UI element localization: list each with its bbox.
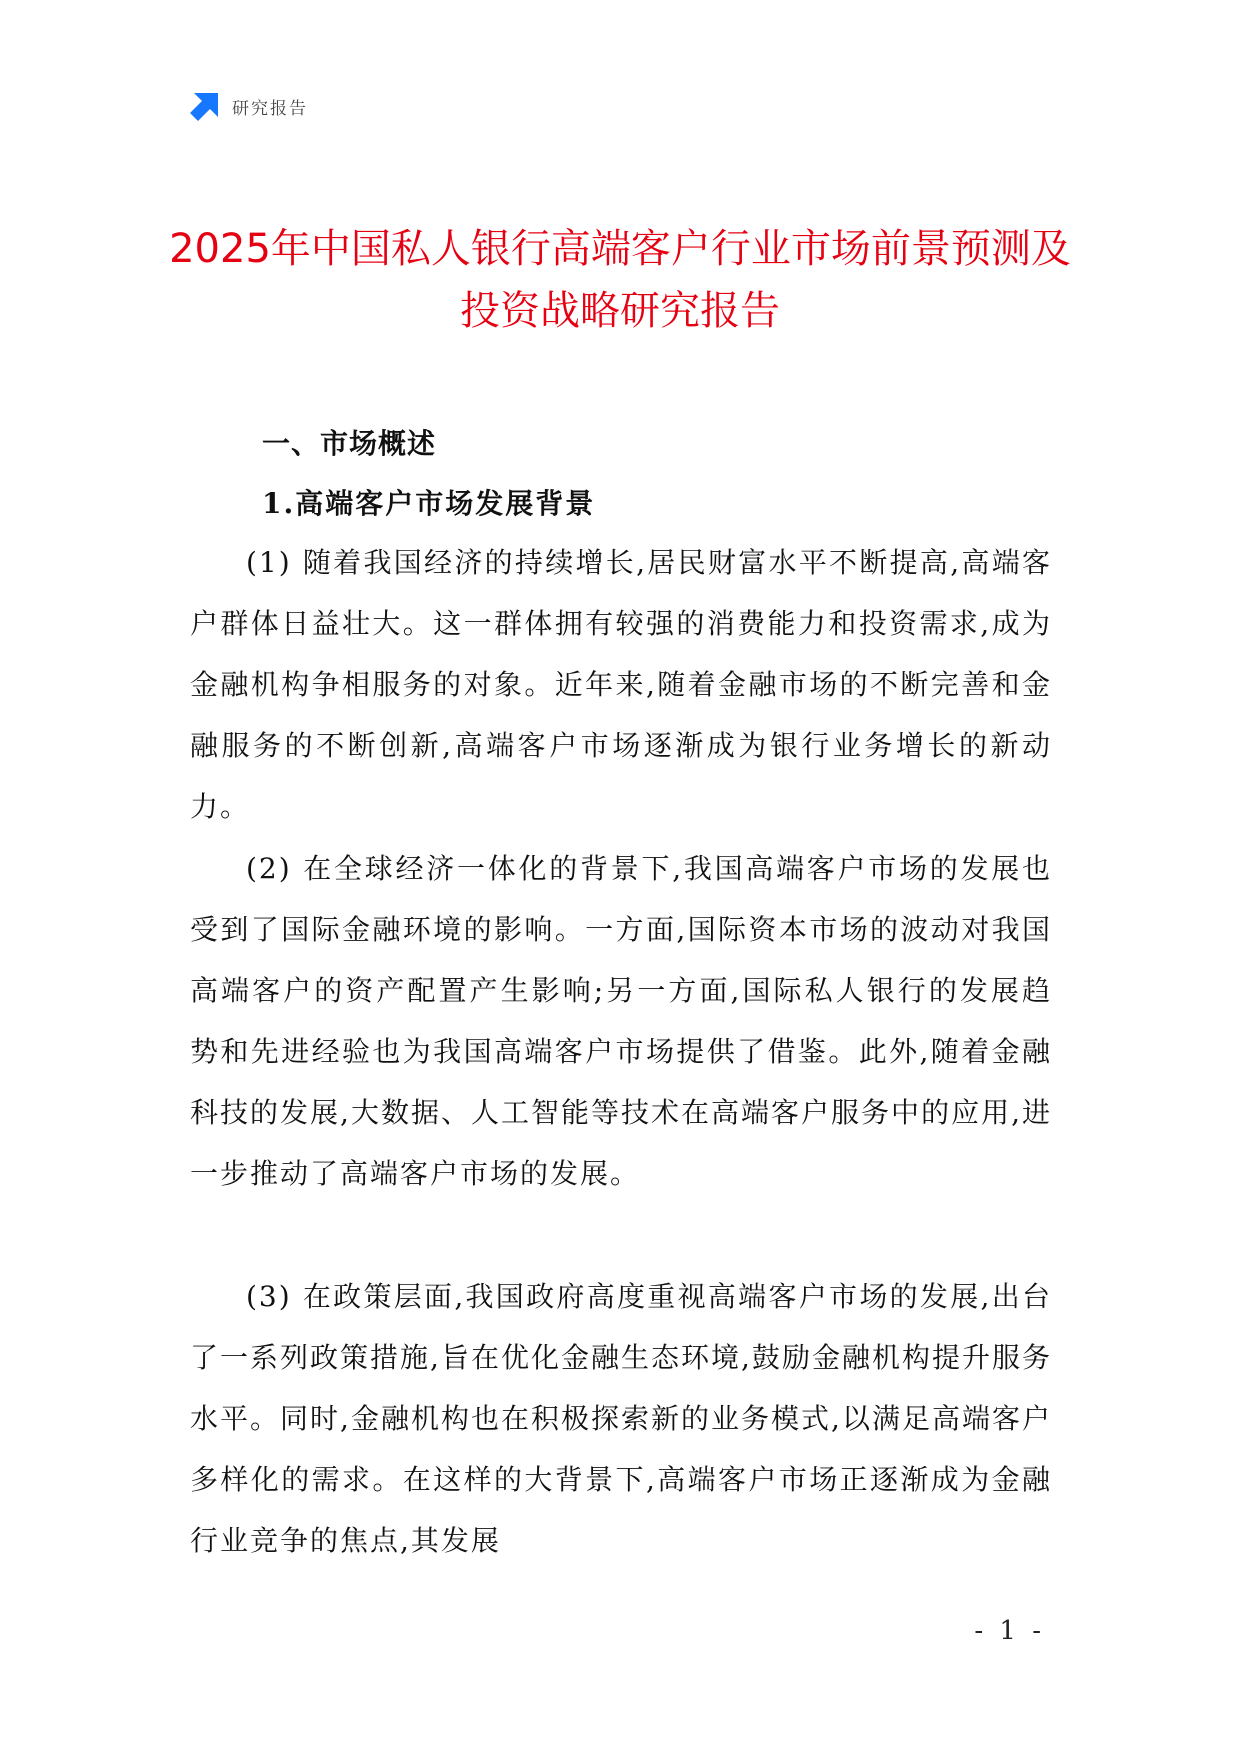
paragraph-2: (2) 在全球经济一体化的背景下,我国高端客户市场的发展也受到了国际金融环境的影响。一方面,国际资本市场的波动对我国高端客户的资产配置产生影响;另一方面,国际私人银行的发展趋势和先进经验也为我国高端客户市场提供了借鉴。此外,随着金融科技的发展,大数据、人工智能等技术在高端客户服务中的应用,进一步推动了高端客户市场的发展。	[190, 852, 1052, 1190]
paragraph-3: (3) 在政策层面,我国政府高度重视高端客户市场的发展,出台了一系列政策措施,旨在优化金融生态环境,鼓励金融机构提升服务水平。同时,金融机构也在积极探索新的业务模式,以满足高端客户多样化的需求。在这样的大背景下,高端客户市场正逐渐成为金融行业竞争的焦点,其发展	[190, 1280, 1052, 1557]
report-title: 2025年中国私人银行高端客户行业市场前景预测及投资战略研究报告	[169, 226, 1071, 334]
paragraph-1: (1) 随着我国经济的持续增长,居民财富水平不断提高,高端客户群体日益壮大。这一群体拥有较强的消费能力和投资需求,成为金融机构争相服务的对象。近年来,随着金融市场的不断完善和金融服务的不断创新,高端客户市场逐渐成为银行业务增长的新动力。	[190, 546, 1052, 823]
page-number: - 1 -	[974, 1616, 1045, 1646]
report-header	[188, 88, 308, 124]
sub-heading: 1.高端客户市场发展背景	[262, 487, 596, 520]
arrow-up-right-icon	[188, 89, 222, 123]
brand-label: 研究报告	[232, 98, 308, 119]
section-heading: 一、市场概述	[262, 427, 437, 460]
